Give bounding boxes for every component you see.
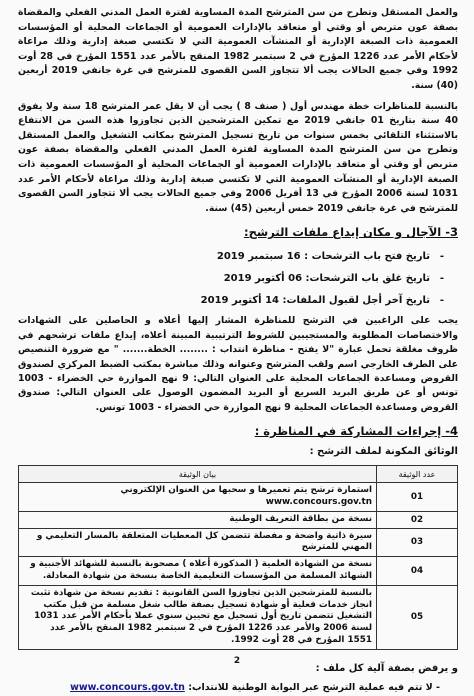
date-close-text: تاريخ غلق باب الترشحات: 06 أكتوبر 2019 [223,273,430,285]
section-4-title: 4- إجراءات المشاركة في المناظرة : [254,424,458,439]
doc-number: 01 [377,483,458,512]
bullet: - [436,681,440,693]
doc-description: سيرة ذاتية واضحة و مفصلة تتضمن كل المعطيات المتعلقة بالمسار التعليمي و المهني للمترشح [19,528,377,557]
table-row [19,511,458,528]
submission-instructions: يجب على الراغبين في الترشح للمناظرة المشار إليها أعلاه و الحاصلين على الشهادات والاختصاصات المطلوبة والمستجيبين للشروط الترتيبية المبينة أعلاه، إيداع ملفات ترشحهم في ظروف مغلقة تحمل عبارة "لا يفتح - مناظرة انتداب : ........ الخطة....... " مع ضرورة التنصيص على الطرف الخارجي اسم ولقب المترشح وعنوانه وذلك مباشرة بمكتب الضبط المركزي لصندوق القروض ومساعدة الجماعات المحلية على العنوان التالي: 9 نهج الموازرة حي الخضراء - 1003 تونس أو عن طريق البريد السريع أو البريد المضمون الوصول على العنوان التالي: صندوق القروض ومساعدة الجماعات المحلية 9 نهج الموازرة حي الخضراء - 1003 تونس. [18,315,459,413]
paragraph-age-conditions-1: والعمل المستقل وتطرح من سن المترشح المدة المساوية لفترة العمل المدني الفعلي والمقضاة بصفة عون متربص أو وقتي أو متعاقد بالإدارات العمومية أو الجماعات المحلية أو المؤسسات العمومية ذات الصبغة الإدارية أو المنشآت العمومية التي لا تكتسي صبغة إدارية وذلك مراعاة لأحكام الأمر عدد 1226 المؤرخ في 2 سبتمبر 1982 المنقح بالأمر عدد 1551 المؤرخ في 28 أوت 1992 وفي جميع الحالات يجب ألا تتجاوز السن القصوى للمترشح في غرة جانفي 2019 أربعين (40) سنة. [18,7,459,91]
table-header-row [19,466,458,483]
concours-portal-link[interactable]: www.concours.gov.tn [70,681,185,693]
doc-number: 03 [377,528,458,557]
bullet: - [439,295,444,307]
rejection-condition [18,680,440,696]
date-deadline [18,290,444,312]
header-doc-number: عدد الوثيقة [377,466,458,483]
date-close [18,268,444,290]
bullet: - [439,251,444,263]
section-3-title: 3- الآجال و مكان إيداع ملفات الترشح: [244,225,458,240]
deadline-dates-list [18,246,458,312]
rejection-title: و يرفض بصفة آلية كل ملف : [315,662,458,674]
doc-description: بالنسبة للمترشحين الذين تجاوزوا السن القانونية : تقديم نسخة من شهادة تثبت انجاز خدمات فعلية أو شهادة تسجيل بصفة طالب شغل مسلمة من قبل مكتب التشغيل تتضمن تاريخ أول تسجيل مع تحيين سنوي عملا بأحكام الأمر عدد 1031 لسنة 2006 والأمر عدد 1226 المؤرخ في 2 سبتمبر 1982 المنقح بالأمر عدد 1551 المؤرخ في 28 أوت 1992. [19,585,377,649]
doc-description: نسخة من بطاقة التعريف الوطنية [19,511,377,528]
doc-number: 04 [377,557,458,586]
date-open [18,246,444,268]
table-row [19,483,458,512]
header-doc-description: بيان الوثيقة [19,466,377,483]
doc-description: استمارة ترشح يتم تعميرها و سحبها من العنوان الإلكتروني www.concours.gov.tn [19,483,377,512]
table-row [19,585,458,649]
doc-description: نسخة من الشهادة العلمية ( المذكورة أعلاه ) مصحوبة بالنسبة للشهائد الأجنبية و الشهائد المسلمة من المؤسسات التعليمية الخاصة بنسخة من شهادة المعادلة. [19,557,377,586]
bullet: - [439,273,444,285]
documents-title: الوثائق المكونة لملف الترشح : [309,446,458,458]
date-open-text: تاريخ فتح باب الترشحات : 16 سبتمبر 2019 [216,251,430,263]
rejection-text: لا تتم فيه عملية الترشح عبر البوابة الوطنية للانتداب: [188,681,433,693]
page-number: 2 [233,656,241,666]
paragraph-age-conditions-2: بالنسبة للمناظرات خطة مهندس أول ( صنف 8 ) يجب أن لا يقل عمر المترشح 18 سنة ولا يفوق 40 سنة بتاريخ 01 جانفي 2019 مع تمكين المترشحين الذين تجاوزوا هذه السن من الانتفاع بالاستثناء التلقائي بخمس سنوات من تاريخ تسجيل المترشح بمكاتب التشغيل والعمل المستقل وتطرح من سن المترشح المدة المساوية لفترة العمل المدني الفعلي والمقضاة بصفة عون متربص أو وقتي أو متعاقد بالإدارات العمومية أو الجماعات المحلية أو المؤسسات العمومية ذات الصبغة الإدارية أو المنشآت العمومية التي لا تكتسي صبغة إدارية وذلك مراعاة لأحكام الأمر عدد 1031 لسنة 2006 المؤرخ في 13 أفريل 2006 وفي جميع الحالات يجب ألا تتجاوز السن القصوى للمترشح في غرة جانفي 2019 خمس أربعين (45) سنة. [18,100,459,214]
doc-number: 02 [377,511,458,528]
date-deadline-text: تاريخ آخر أجل لقبول الملفات: 14 أكتوبر 2019 [200,295,430,307]
table-row [19,557,458,586]
doc-number: 05 [377,585,458,649]
documents-table [18,465,458,650]
table-row [19,528,458,557]
